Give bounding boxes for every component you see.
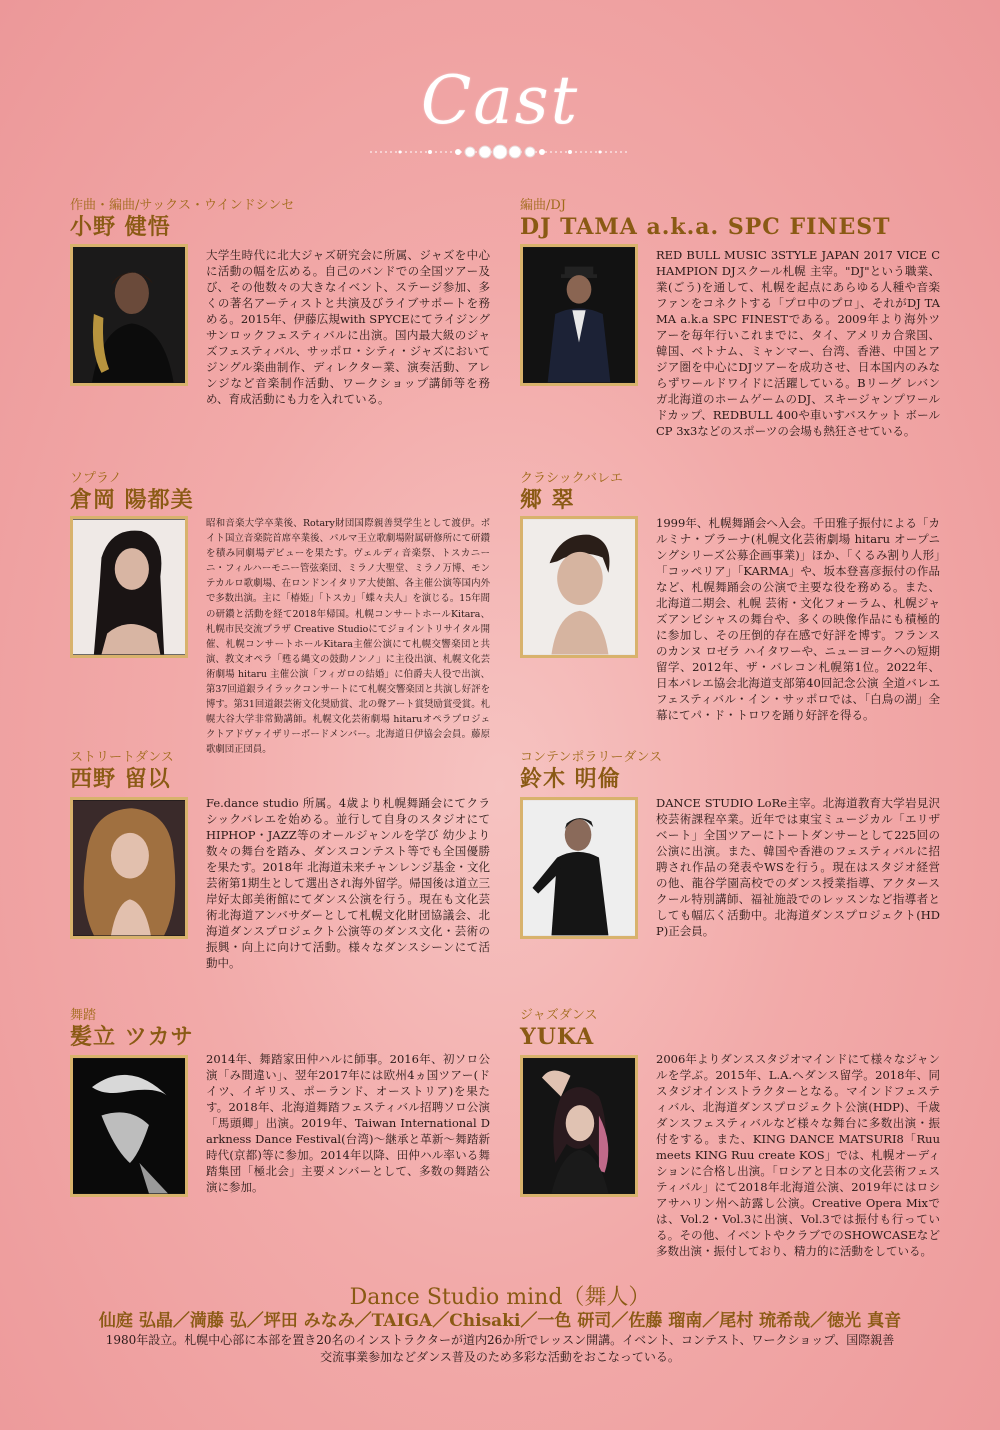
- cast-name: 小野 健悟: [70, 214, 171, 240]
- cast-entry-yuka: [520, 1008, 950, 1050]
- cast-name: 倉岡 陽都美: [70, 487, 194, 513]
- cast-entry-nishino: [70, 750, 500, 792]
- cast-role: 編曲/DJ: [520, 198, 567, 213]
- cast-name: 鈴木 明倫: [520, 766, 621, 792]
- jazz-dance-photo: [520, 1055, 638, 1197]
- cast-name: 髪立 ツカサ: [70, 1024, 194, 1050]
- cast-entry-dj-tama: [520, 198, 950, 240]
- street-dance-photo: [70, 797, 188, 939]
- pearl-ornament: [370, 142, 630, 162]
- cast-role: ストリートダンス: [70, 750, 174, 765]
- cast-bio: 2014年、舞踏家田仲ハルに師事。2016年、初ソロ公演「み間違い」、翌年2017年には欧州4ヵ国ツアー(ドイツ、イギリス、ポーランド、オーストリア)を果たす。2018年、北海道舞踏フェスティバル招聘ソロ公演「馬頭卿」出演。2019年、Taiwan International Darkness Dance Festival(台湾)～継承と革新～舞踏新時代(京都)等に参加。2014年以降、田仲ハル率いる舞踏集団「極北会」主要メンバーとして、多数の舞踏公演に参加。: [206, 1052, 490, 1194]
- cast-role: ソプラノ: [70, 471, 122, 486]
- cast-role: コンテンポラリーダンス: [520, 750, 663, 765]
- cast-role: 作曲・編曲/サックス・ウインドシンセ: [70, 198, 295, 213]
- cast-bio: 大学生時代に北大ジャズ研究会に所属、ジャズを中心に活動の幅を広める。自己のバンドでの全国ツアー及び、その他数々の大きなイベント、ステージ参加、多くの著名アーティストと共演及びライブサポートを務める。2015年、伊藤広規with SPYCEにてライジングサンロックフェスティバルに出演。国内最大級のジャズフェスティバル、サッポロ・シティ・ジャズにおいてジングル楽曲制作、ディレクター業、演奏活動、アレンジなど音楽制作活動、ワークショップ講師等を務め、育成活動にも力を入れている。: [206, 248, 490, 406]
- soprano-photo: [70, 516, 188, 658]
- cast-entry-go-midori: [520, 471, 950, 513]
- cast-bio: 2006年よりダンススタジオマインドにて様々なジャンルを学ぶ。2015年、L.A.へダンス留学。2018年、同スタジオインストラクターとなる。マインドフェスティバル、北海道ダンスプロジェクト公演(HDP)、千歳ダンスフェスティバルなど様々な舞台に多数出演・振付をする。また、KING DANCE MATSURI8「Ruu meets KING Ruu create KOS」では、札幌オーディションに合格し出演。「ロシアと日本の文化芸術フェスティバル」にて2018年北海道公演、2019年にはロシアサハリン州へ訪露し公演。Creative Opera Mixでは、Vol.2・Vol.3に出演、Vol.3では振付も行っている。その他、イベントやクラブでのSHOWCASEなど多数出演・振付しており、精力的に活動をしている。: [656, 1052, 940, 1258]
- page-title: Cast: [420, 62, 580, 139]
- studio-title: Dance Studio mind（舞人）: [349, 1285, 651, 1310]
- cast-name: YUKA: [520, 1024, 595, 1050]
- saxophonist-photo: [70, 244, 188, 386]
- studio-members: 仙庭 弘晶／満藤 弘／坪田 みなみ／TAIGA／Chisaki／一色 研司／佐藤 瑠南／尾村 琉希哉／徳光 真音: [98, 1311, 902, 1331]
- cast-name: DJ TAMA a.k.a. SPC FINEST: [520, 214, 891, 240]
- contemporary-dance-photo: [520, 797, 638, 939]
- cast-bio: DANCE STUDIO LoRe主宰。北海道教育大学岩見沢校芸術課程卒業。近年では東宝ミュージカル「エリザベート」全国ツアーにトートダンサーとして225回の公演に出演。また、韓国や香港のフェスティバルに招聘され作品の発表やWSを行う。現在はスタジオ経営の他、龍谷学園高校でのダンス授業指導、アクタースクール特別講師、福祉施設でのレッスンなど指導者としても幅広く活動中。北海道ダンスプロジェクト(HDP)正会員。: [656, 796, 940, 938]
- cast-role: 舞踏: [70, 1008, 97, 1023]
- cast-bio: Fe.dance studio 所属。4歳より札幌舞踊会にてクラシックバレエを始める。並行して自身のスタジオにてHIPHOP・JAZZ等のオールジャンルを学び 幼少より数々の舞台を踏み、ダンスコンテスト等でも全国優勝を果たす。2018年 北海道未来チャンレンジ基金・文化芸術第1期生として選出され海外留学。帰国後は道立三岸好太郎美術館にてダンス公演を行う。現在も文化芸術北海道アンバサダーとして札幌文化財団協議会、北海道ダンスプロジェクト公演等のダンス文化・芸術の振興・向上に向けて活動。様々なダンスシーンにて活動中。: [206, 796, 490, 970]
- cast-entry-ono: [70, 198, 500, 240]
- dj-photo: [520, 244, 638, 386]
- cast-role: クラシックバレエ: [520, 471, 623, 486]
- cast-bio: 昭和音楽大学卒業後、Rotary財団国際親善奨学生として渡伊。ボイト国立音楽院首席卒業後、パルマ王立歌劇場附属研修所にて研鑽を積み同劇場デビューを果たす。ヴェルディ音楽祭、トスカニーニ・フィルハーモニー管弦楽団、ミラノ大聖堂、ミラノ万博、モンテカルロ歌劇場、在ロンドンイタリア大使館、各主催公演等国内外で多数出演。主に「椿姫」「トスカ」「蝶々夫人」を演じる。15年間の研鑽と活動を経て2018年帰国。札幌コンサートホールKitara、札幌市民交流プラザ Creative Studioにてジョイントリサイタル開催、札幌コンサートホールKitara主催公演にて札幌交響楽団と共演、教文オペラ「甦る縄文の鼓動ノンノ」に主役出演、札幌文化芸術劇場 hitaru 主催公演「フィガロの結婚」に伯爵夫人役で出演、第37回道銀ライラックコンサートにて札幌交響楽団と共演し好評を博す。第31回道銀芸術文化奨励賞、北の聲アート賞奨励賞受賞。札幌大谷大学非常勤講師。札幌文化芸術劇場 hitaruオペラプロジェクトアドヴァイザリーボードメンバー。北海道日伊協会会員。藤原歌劇団正団員。: [206, 518, 490, 756]
- cast-entry-kuraoka: [70, 471, 500, 513]
- cast-name: 西野 留以: [70, 766, 171, 792]
- butoh-photo: [70, 1055, 188, 1197]
- cast-role: ジャズダンス: [520, 1008, 598, 1023]
- cast-name: 郷 翠: [520, 487, 575, 513]
- cast-entry-kamitachi: [70, 1008, 500, 1050]
- cast-bio: RED BULL MUSIC 3STYLE JAPAN 2017 VICE CHAMPION DJスクール札幌 主宰。"DJ"という職業、業(ごう)を通して、札幌を起点にあらゆる人種や音楽ファンをコネクトする「プロ中のプロ」、それがDJ TAMA a.k.a SPC FINESTである。2009年より海外ツアーを毎年行いこれまでに、タイ、アメリカ合衆国、韓国、ベトナム、ミャンマー、台湾、香港、中国とアジア圏を中心にDJツアーを成功させ、日本国内のみならずワールドワイドに活躍している。Bリーグ レバンガ北海道のホームゲームのDJ、スキージャンプワールドカップ、REDBULL 400や車いすバスケット ボール CP 3x3などのスポーツの会場も熱狂させている。: [656, 248, 940, 438]
- cast-bio: 1999年、札幌舞踊会へ入会。千田雅子振付による「カルミナ・ブラーナ(札幌文化芸術劇場 hitaru オープニングシリーズ公募企画事業)」ほか、「くるみ割り人形」「コッペリア」「KARMA」や、坂本登喜彦振付の作品など、札幌舞踊会の公演で主要な役を務める。また、北海道二期会、札幌 芸術・文化フォーラム、札幌ジャズアンビシャスの舞台や、多くの映像作品にも積極的に参加し、その圧倒的存在感で好評を博す。フランスのカンヌ ロゼラ ハイタワーや、ニューヨークへの短期留学、2012年、ザ・バレコン札幌第1位。2022年、日本バレエ協会北海道支部第40回記念公演 全道バレエフェスティバル・イン・サッポロでは、「白鳥の湖」全幕にてパ・ド・トロワを踊り好評を得る。: [656, 516, 940, 722]
- cast-entry-suzuki: [520, 750, 950, 792]
- ballet-photo: [520, 516, 638, 658]
- studio-description: 1980年設立。札幌中心部に本部を置き20名のインストラクターが道内26か所でレッスン開講。イベント、コンテスト、ワークショップ、国際親善交流事業参加などダンス普及のため多彩な活動をおこなっている。: [105, 1333, 895, 1364]
